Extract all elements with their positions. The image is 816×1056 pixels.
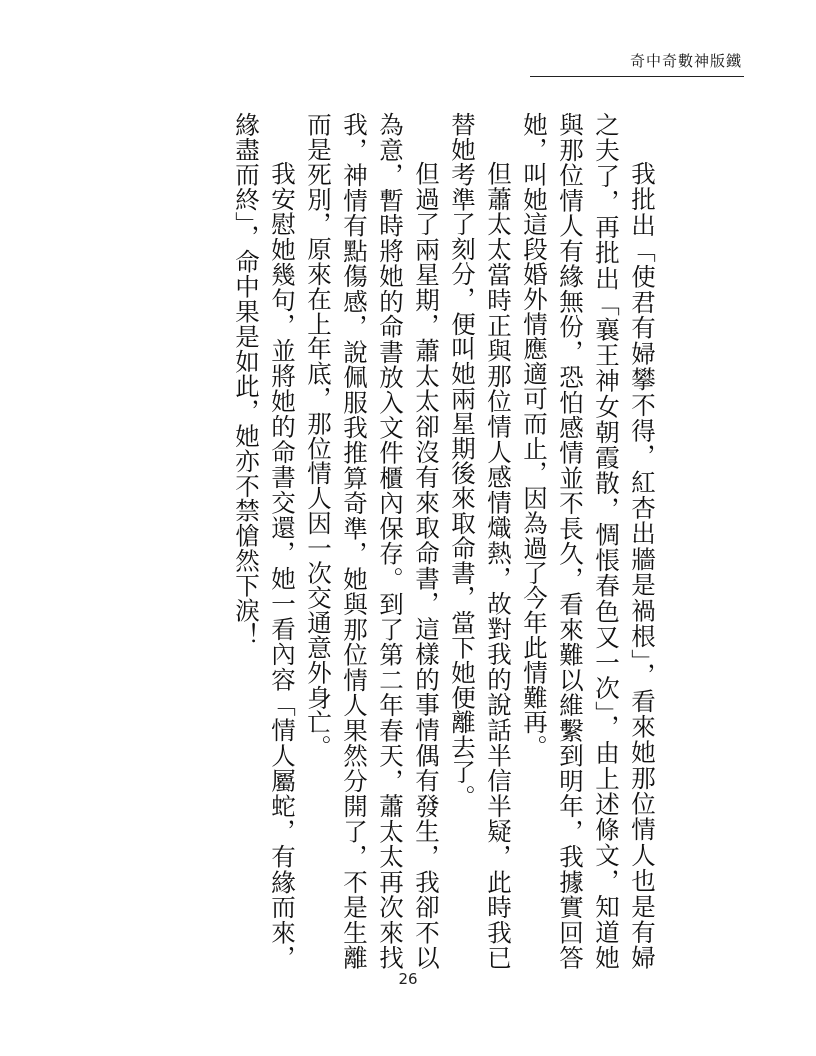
body-text	[232, 112, 660, 970]
paragraph-3: 但過了兩星期，蕭太太卻沒有來取命書，這樣的事情偶有發生，我卻不以為意，暫時將她的命書放入文件櫃內保存。到了第二年春天，蕭太太再次來找我，神情有點傷感，說佩服我推算奇準，她與那位情人果然分開了，不是生離而是死別，原來在上年底，那位情人因一次交通意外身亡。	[304, 112, 441, 970]
running-header-title: 奇中奇數神版鐵	[629, 52, 742, 70]
paragraph-4: 我安慰她幾句，並將她的命書交還，她一看內容「情人屬蛇，有緣而來，緣盡而終」，命中果是如此，她亦不禁愴然下淚！	[232, 112, 297, 970]
paragraph-2: 但蕭太太當時正與那位情人感情熾熱，故對我的說話半信半疑，此時我已替她考準了刻分，便叫她兩星期後來取命書，當下她便離去了。	[448, 112, 513, 970]
header-rule	[530, 76, 744, 77]
paragraph-1: 我批出「使君有婦攀不得，紅杏出牆是禍根」，看來她那位情人也是有婦之夫了，再批出「襄王神女朝霞散，惆悵春色又一次」，由上述條文，知道她與那位情人有緣無份，恐怕感情並不長久，看來難以維繫到明年，我據實回答她，叫她這段婚外情應適可而止，因為過了今年此情難再。	[520, 112, 657, 970]
page-number: 26	[398, 970, 418, 988]
